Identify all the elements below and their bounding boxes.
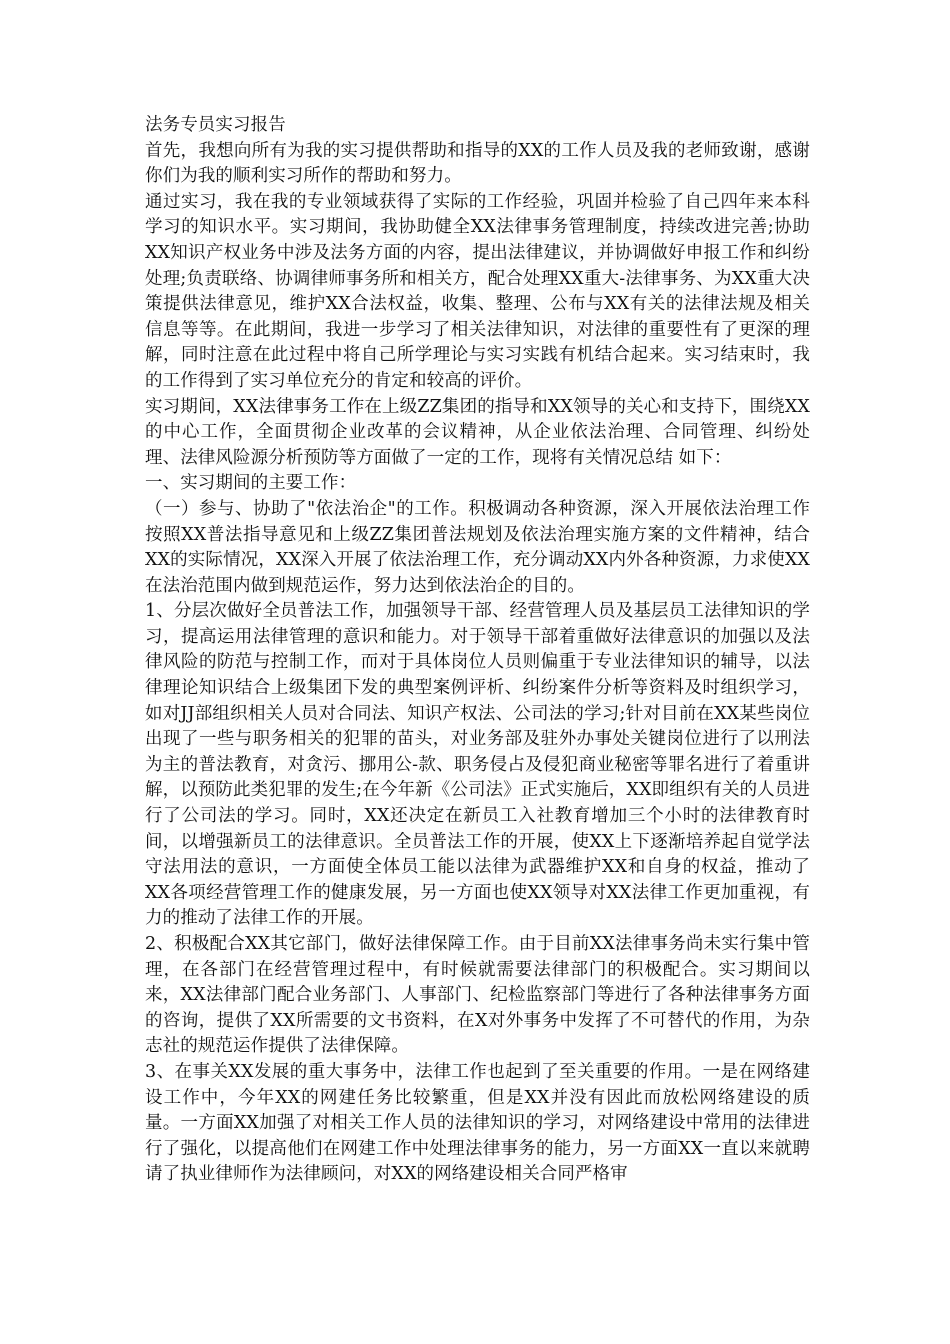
paragraph-rule-of-law: （一）参与、协助了"依法治企"的工作。积极调动各种资源，深入开展依法治理工作按照XX普法指导意见和上级ZZ集团普法规划及依法治理实施方案的文件精神，结合XX的实际情况，XX深入开展了依法治理工作，充分调动XX内外各种资源，力求使XX在法治范围内做到规范运作，努力达到依法治企的目的。 xyxy=(145,498,810,596)
document-title: 法务专员实习报告 xyxy=(145,115,286,135)
paragraph-internship-overview: 通过实习，我在我的专业领域获得了实际的工作经验，巩固并检验了自己四年来本科学习的知识水平。实习期间，我协助健全XX法律事务管理制度，持续改进完善;协助XX知识产权业务中涉及法务方面的内容，提出法律建议，并协调做好申报工作和纠纷处理;负责联络、协调律师事务所和相关方，配合处理XX重大-法律事务、为XX重大决策提供法律意见，维护XX合法权益，收集、整理、公布与XX有关的法律法规及相关信息等等。在此期间，我进一步学习了相关法律知识，对法律的重要性有了更深的理解，同时注意在此过程中将自己所学理论与实习实践有机结合起来。实习结束时，我的工作得到了实习单位充分的肯定和较高的评价。 xyxy=(145,191,810,391)
document-body xyxy=(145,113,810,1188)
section-heading-main-work: 一、实习期间的主要工作： xyxy=(145,473,357,494)
paragraph-item-1: 1、分层次做好全员普法工作，加强领导干部、经营管理人员及基层员工法律知识的学习，提高运用法律管理的意识和能力。对于领导干部着重做好法律意识的加强以及法律风险的防范与控制工作，而对于具体岗位人员则偏重于专业法律知识的辅导，以法律理论知识结合上级集团下发的典型案例评析、纠纷案件分析等资料及时组织学习，如对JJ部组织相关人员对合同法、知识产权法、公司法的学习;针对目前在XX某些岗位出现了一些与职务相关的犯罪的苗头，对业务部及驻外办事处关键岗位进行了以刑法为主的普法教育，对贪污、挪用公-款、职务侵占及侵犯商业秘密等罪名进行了着重讲解，以预防此类犯罪的发生;在今年新《公司法》正式实施后，XX即组织有关的人员进行了公司法的学习。同时，XX还决定在新员工入社教育增加三个小时的法律教育时间，以增强新员工的法律意识。全员普法工作的开展，使XX上下逐渐培养起自觉学法守法用法的意识，一方面使全体员工能以法律为武器维护XX和自身的权益，推动了XX各项经营管理工作的健康发展，另一方面也使XX领导对XX法律工作更加重视，有力的推动了法律工作的开展。 xyxy=(145,601,810,929)
paragraph-item-3: 3、在事关XX发展的重大事务中，法律工作也起到了至关重要的作用。一是在网络建设工作中，今年XX的网建任务比较繁重，但是XX并没有因此而放松网络建设的质量。一方面XX加强了对相关工作人员的法律知识的学习，对网络建设中常用的法律进行了强化，以提高他们在网建工作中处理法律事务的能力，另一方面XX一直以来就聘请了执业律师作为法律顾问，对XX的网络建设相关合同严格审 xyxy=(145,1061,810,1185)
paragraph-acknowledgement: 首先，我想向所有为我的实习提供帮助和指导的XX的工作人员及我的老师致谢，感谢你们为我的顺利实习所作的帮助和努力。 xyxy=(145,140,810,187)
paragraph-internship-summary: 实习期间，XX法律事务工作在上级ZZ集团的指导和XX领导的关心和支持下，围绕XX的中心工作，全面贯彻企业改革的会议精神，从企业依法治理、合同管理、纠纷处理、法律风险源分析预防等方面做了一定的工作，现将有关情况总结 如下： xyxy=(145,396,810,468)
paragraph-item-2: 2、积极配合XX其它部门，做好法律保障工作。由于目前XX法律事务尚未实行集中管理，在各部门在经营管理过程中，有时候就需要法律部门的积极配合。实习期间以来，XX法律部门配合业务部门、人事部门、纪检监察部门等进行了各种法律事务方面的咨询，提供了XX所需要的文书资料，在X对外事务中发挥了不可替代的作用，为杂志社的规范运作提供了法律保障。 xyxy=(145,934,810,1057)
